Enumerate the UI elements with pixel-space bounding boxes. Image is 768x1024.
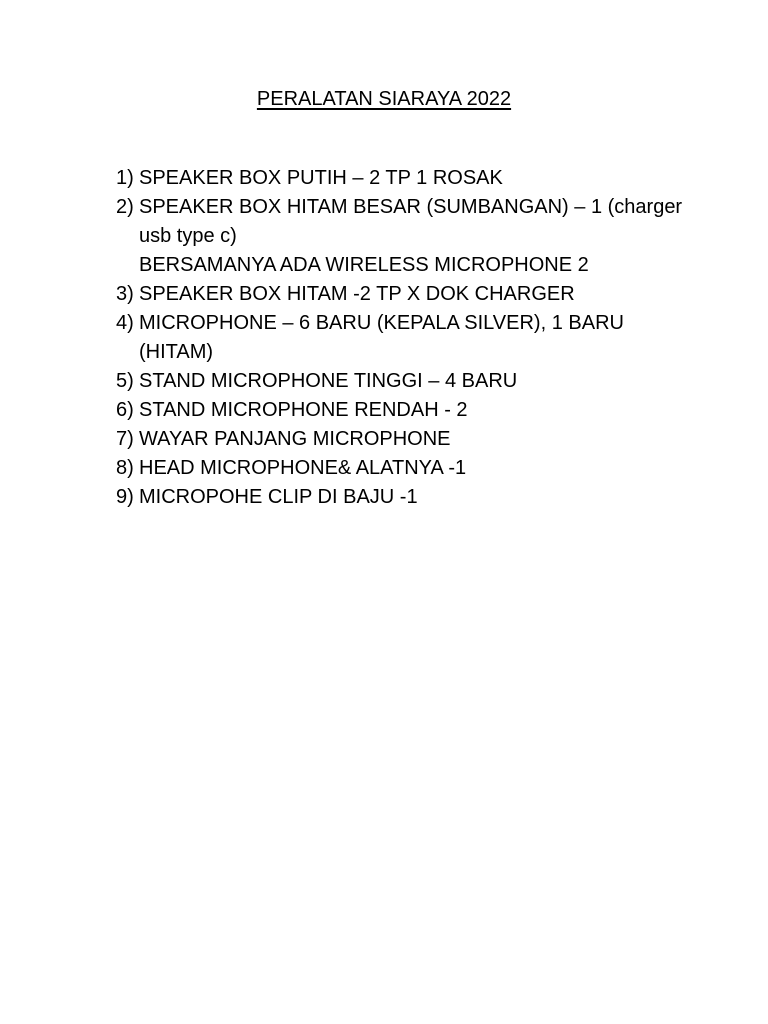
list-item: [116, 280, 756, 309]
item-text-continuation: BERSAMANYA ADA WIRELESS MICROPHONE 2: [139, 254, 589, 276]
list-item: [116, 454, 756, 483]
item-number: 4): [116, 312, 134, 334]
item-number: 9): [116, 486, 134, 508]
item-number: 8): [116, 457, 134, 479]
list-item: [116, 367, 756, 396]
list-item: [116, 396, 756, 425]
item-text: MICROPOHE CLIP DI BAJU -1: [139, 486, 418, 508]
item-number: 7): [116, 428, 134, 450]
list-item: [116, 309, 756, 367]
item-number: 6): [116, 399, 134, 421]
item-text: WAYAR PANJANG MICROPHONE: [139, 428, 451, 450]
list-item: [116, 483, 756, 512]
item-text: HEAD MICROPHONE& ALATNYA -1: [139, 457, 467, 479]
item-text: STAND MICROPHONE TINGGI – 4 BARU: [139, 370, 518, 392]
item-number: 1): [116, 167, 134, 189]
list-item: [116, 164, 756, 193]
equipment-list: [116, 164, 756, 512]
item-text-continuation: usb type c): [139, 225, 237, 247]
item-number: 2): [116, 196, 134, 218]
item-text: SPEAKER BOX HITAM BESAR (SUMBANGAN) – 1 (charger: [139, 196, 683, 218]
item-text: STAND MICROPHONE RENDAH - 2: [139, 399, 468, 421]
item-text: SPEAKER BOX HITAM -2 TP X DOK CHARGER: [139, 283, 575, 305]
item-text: MICROPHONE – 6 BARU (KEPALA SILVER), 1 BARU: [139, 312, 624, 334]
item-number: 3): [116, 283, 134, 305]
item-text-continuation: (HITAM): [139, 341, 214, 363]
list-item: [116, 425, 756, 454]
item-text: SPEAKER BOX PUTIH – 2 TP 1 ROSAK: [139, 167, 503, 189]
document-title: PERALATAN SIARAYA 2022: [256, 88, 512, 110]
list-item: [116, 193, 756, 280]
item-number: 5): [116, 370, 134, 392]
